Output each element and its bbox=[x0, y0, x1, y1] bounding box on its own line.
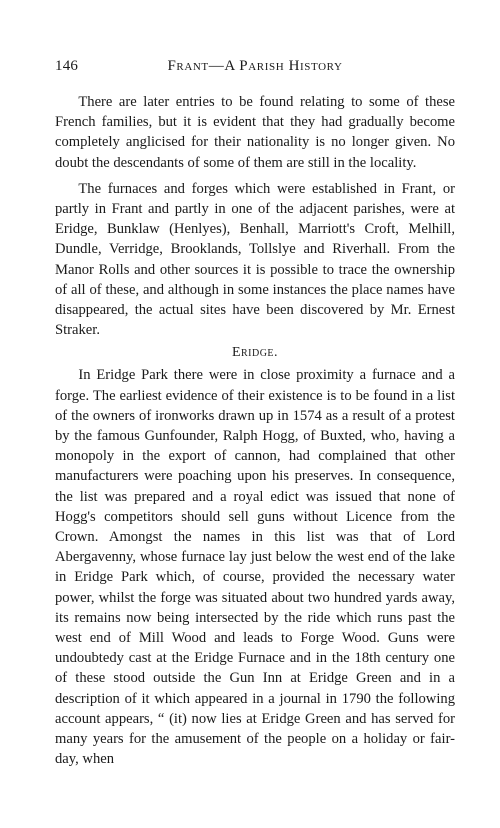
body-text bbox=[55, 92, 455, 770]
paragraph-furnaces-and-forges: The furnaces and forges which were established in Frant, or partly in Frant and partly in one of the adjacent parishes, were at Eridge, Bunklaw (Henlyes), Benhall, Marriott's Croft, Melhill, Dundle, Verridge, Brooklands, Tollslye and Riverhall. From the Manor Rolls and other sources it is possible to trace the ownership of all of these, and although in some instances the place names have disappeared, the actual sites have been discovered by Mr. Ernest Straker. bbox=[55, 180, 455, 339]
paragraph-eridge-park: In Eridge Park there were in close proximity a furnace and a forge. The earliest evidence of their existence is to be found in a list of the owners of ironworks drawn up in 1574 as a result of a protest by the famous Gunfounder, Ralph Hogg, of Buxted, who, having a monopoly in the export of cannon, had complained that other manufacturers were poaching upon his preserves. In consequence, the list was prepared and a royal edict was issued that none of Hogg's competitors should sell guns without Licence from the Crown. Amongst the names in this list was that of Lord Abergavenny, whose furnace lay just below the west end of the lake in Eridge Park which, of course, provided the necessary water power, whilst the forge was situated about two hundred yards away, its remains now being intersected by the ride which runs past the west end of Mill Wood and leads to Forge Wood. Guns were undoubtedy cast at the Eridge Furnace and in the 18th century one of these stood outside the Gun Inn at Eridge Green and in a description of it which appeared in a journal in 1790 the following account appears, “ (it) now lies at Eridge Green and has served for many years for the amusement of the people on a holiday or fair-day, when bbox=[55, 367, 455, 768]
paragraph-french-families: There are later entries to be found relating to some of these French families, but it is evident that they had gradually become completely anglicised for their nationality is no longer given. No doubt the descendants of some of them are still in the locality. bbox=[55, 94, 455, 171]
page-number: 146 bbox=[55, 58, 79, 74]
running-title: Frant—A Parish History bbox=[167, 58, 343, 74]
page-header bbox=[55, 58, 455, 78]
book-page bbox=[55, 58, 455, 770]
section-heading-eridge: Eridge. bbox=[231, 345, 279, 361]
